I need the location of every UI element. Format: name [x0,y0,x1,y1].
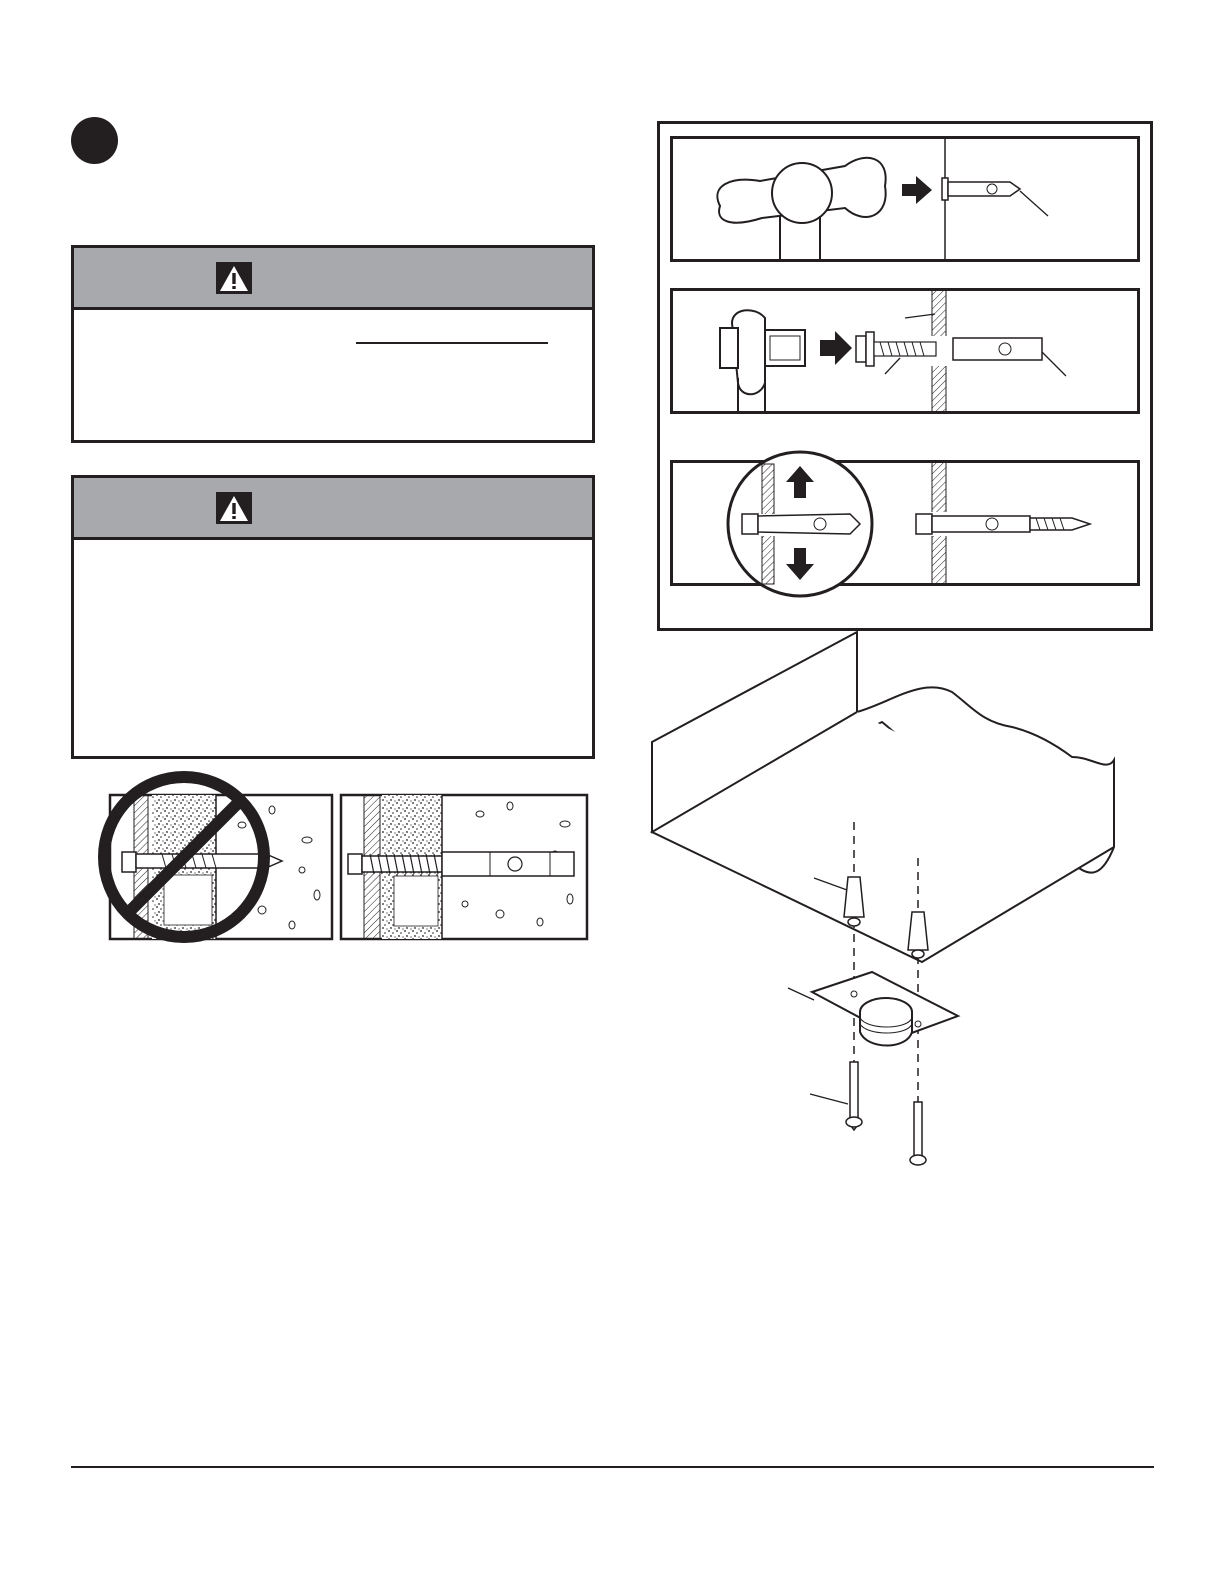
correct-installation-figure [340,794,588,940]
warning-triangle-icon [216,262,252,294]
drive-lag-bolt-step [670,288,1140,414]
emphasis-underline [356,342,548,344]
warning-triangle-icon [216,492,252,524]
ceiling-installation-illustration [652,632,1132,1172]
step-number-badge [71,117,118,164]
installation-steps-panel [657,121,1153,631]
warning-header-2 [74,478,592,540]
anchor-expanded-step [670,460,1140,586]
hammer-anchor-step [670,136,1140,262]
footer-rule [71,1466,1154,1468]
warning-box-1 [71,245,595,443]
warning-box-2 [71,475,595,759]
incorrect-installation-figure [92,770,332,960]
warning-header-1 [74,248,592,310]
